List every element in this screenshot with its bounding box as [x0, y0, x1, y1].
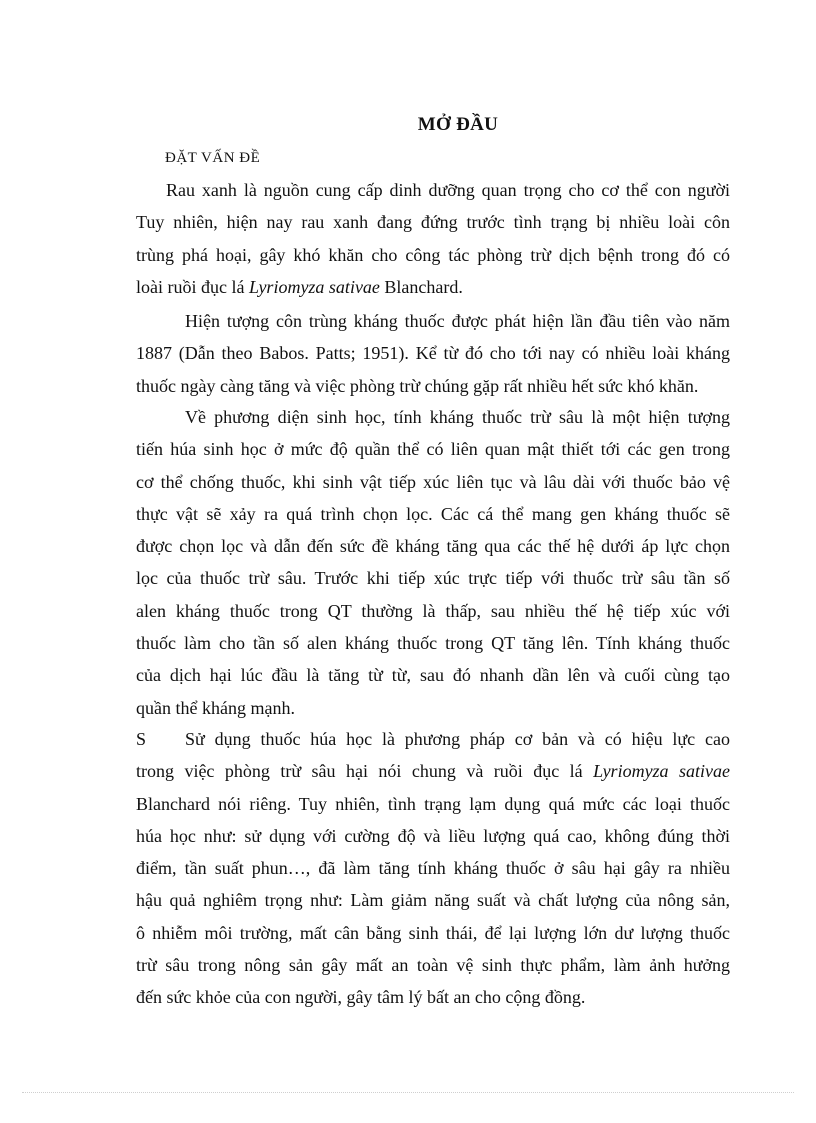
paragraph-line: thuốc làm cho tần số alen kháng thuốc trong QT tăng lên. Tính kháng thuốc [136, 633, 730, 654]
paragraph-line: thuốc ngày càng tăng và việc phòng trừ chúng gặp rất nhiều hết sức khó khăn. [136, 375, 699, 396]
paragraph-line: lọc của thuốc trừ sâu. Trước khi tiếp xúc trực tiếp với thuốc trừ sâu tần số [136, 568, 730, 589]
species-name-italic: Lyriomyza sativae [248, 276, 380, 297]
section-heading: ĐẶT VẤN ĐỀ [165, 150, 261, 166]
page-title: MỞ ĐẦU [417, 114, 499, 135]
paragraph-line: của dịch hại lúc đầu là tăng từ từ, sau đó nhanh dần lên và cuối cùng tạo [136, 665, 730, 686]
paragraph-line: Blanchard nói riêng. Tuy nhiên, tình trạng lạm dụng quá mức các loại thuốc [136, 793, 730, 814]
paragraph-line: quần thể kháng mạnh. [136, 697, 295, 718]
paragraph-line: Tuy nhiên, hiện nay rau xanh đang đứng trước tình trạng bị nhiều loài côn [136, 212, 730, 233]
paragraph-line: alen kháng thuốc trong QT thường là thấp, sau nhiều thế hệ tiếp xúc với [136, 600, 730, 621]
paragraph-line: húa học như: sử dụng với cường độ và liều lượng quá cao, không đúng thời [136, 825, 730, 846]
paragraph-line [136, 723, 730, 755]
paragraph-line: được chọn lọc và dẫn đến sức đề kháng tăng qua các thế hệ dưới áp lực chọn [136, 536, 730, 557]
paragraph-line: đến sức khỏe của con người, gây tâm lý bất an cho cộng đồng. [136, 987, 586, 1008]
line-text: trong việc phòng trừ sâu hại nói chung và ruồi đục lá [136, 761, 594, 782]
paragraph-line: 1887 (Dẫn theo Babos. Patts; 1951). Kể từ đó cho tới nay có nhiều loài kháng [136, 343, 730, 364]
species-name-italic: Lyriomyza sativae [593, 761, 730, 782]
line-text: loài ruồi đục lá [136, 276, 249, 297]
paragraph-line: Hiện tượng côn trùng kháng thuốc được phát hiện lần đầu tiên vào năm [185, 311, 730, 331]
paragraph-line [136, 755, 730, 787]
line-text: Blanchard. [379, 276, 463, 297]
paragraph-line: ô nhiễm môi trường, mất cân bằng sinh thái, để lại lượng lớn dư lượng thuốc [136, 922, 730, 943]
paragraph-line: Về phương diện sinh học, tính kháng thuốc trừ sâu là một hiện tượng [185, 407, 730, 427]
paragraph-line: cơ thể chống thuốc, khi sinh vật tiếp xúc liên tục và lâu dài với thuốc bảo vệ [136, 471, 730, 492]
paragraph-line: thực vật sẽ xảy ra quá trình chọn lọc. Các cá thể mang gen kháng thuốc sẽ [136, 503, 730, 524]
paragraph-4 [136, 723, 730, 1014]
page-bottom-divider [22, 1092, 794, 1093]
paragraph-1 [136, 174, 730, 303]
paragraph-line: trùng phá hoại, gây khó khăn cho công tác phòng trừ dịch bệnh trong đó có [136, 244, 730, 265]
paragraph-2 [136, 305, 730, 402]
paragraph-3 [136, 401, 730, 724]
paragraph-marker: S [136, 729, 147, 749]
paragraph-line [136, 271, 730, 303]
line-text: Sử dụng thuốc húa học là phương pháp cơ bản và có hiệu lực cao [185, 729, 730, 749]
paragraph-line: Rau xanh là nguồn cung cấp dinh dưỡng quan trọng cho cơ thể con người [166, 180, 730, 200]
paragraph-line: trừ sâu trong nông sản gây mất an toàn vệ sinh thực phẩm, làm ảnh hưởng [136, 955, 730, 976]
paragraph-line: tiến húa sinh học ở mức độ quần thể có liên quan mật thiết tới các gen trong [136, 439, 730, 460]
paragraph-line: hậu quả nghiêm trọng như: Làm giảm năng suất và chất lượng của nông sản, [136, 890, 730, 911]
paragraph-line: điểm, tần suất phun…, đã làm tăng tính kháng thuốc ở sâu hại gây ra nhiều [136, 858, 730, 879]
